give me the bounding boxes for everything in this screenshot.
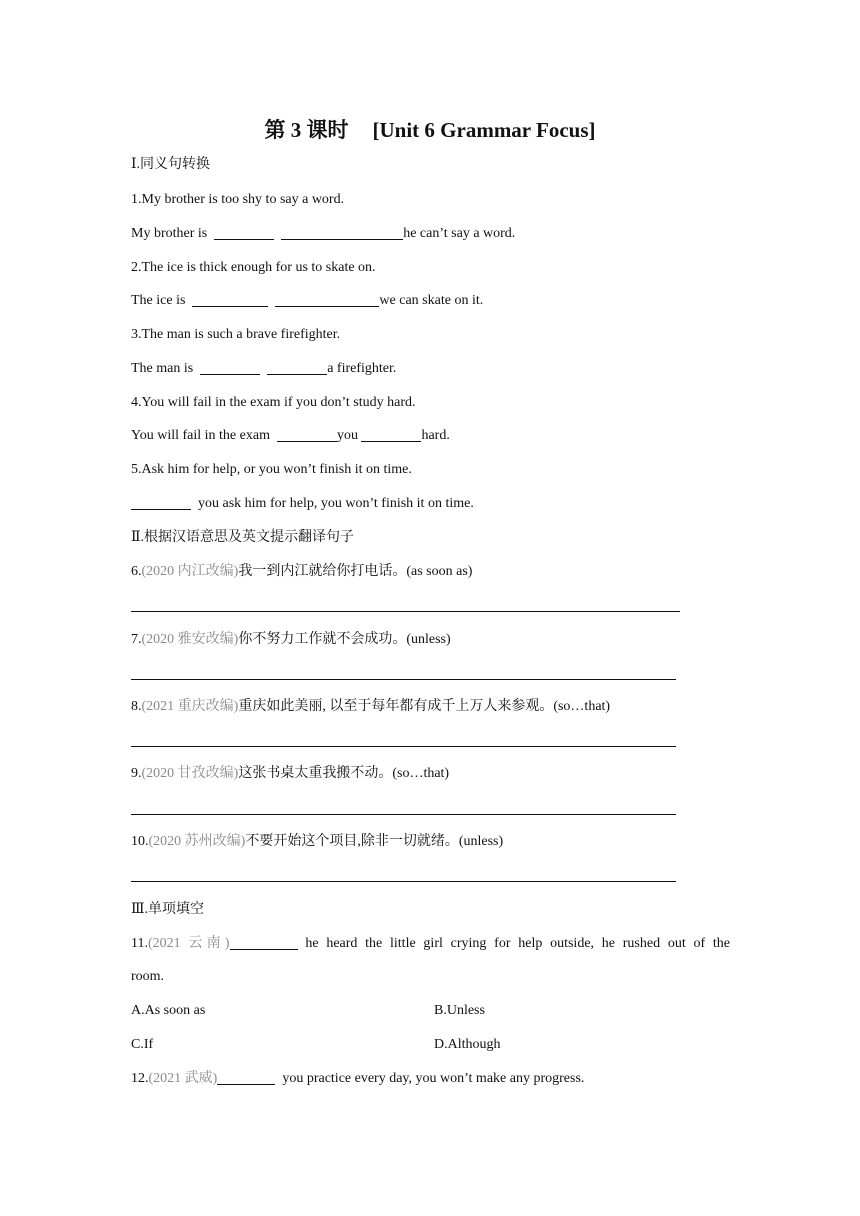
- answer-line-9[interactable]: [131, 814, 676, 815]
- blank[interactable]: [275, 292, 379, 307]
- blank[interactable]: [200, 360, 260, 375]
- answer-line-10[interactable]: [131, 881, 676, 882]
- question-2: 2.The ice is thick enough for us to skate on.: [131, 260, 376, 275]
- blank[interactable]: [192, 292, 268, 307]
- source-tag: (2020 雅安改编): [141, 632, 239, 647]
- blank[interactable]: [217, 1070, 275, 1085]
- page-title: [0, 114, 860, 144]
- source-tag: (2021 重庆改编): [141, 699, 239, 714]
- blank[interactable]: [267, 360, 327, 375]
- mc-question-11-cont: room.: [131, 969, 165, 984]
- translation-item-8: 8.(2021 重庆改编)重庆如此美丽, 以至于每年都有成千上万人来参观。(so…that): [131, 699, 611, 714]
- translation-item-7: 7.(2020 雅安改编)你不努力工作就不会成功。(unless): [131, 632, 451, 647]
- section-heading-3: Ⅲ.单项填空: [131, 902, 205, 917]
- blank[interactable]: [131, 495, 191, 510]
- mc-question-12: 12.(2021 武威) you practice every day, you won’t make any progress.: [131, 1071, 585, 1086]
- option-a[interactable]: A.As soon as: [131, 1003, 206, 1018]
- section-heading-1: Ⅰ.同义句转换: [131, 157, 211, 172]
- answer-line-2: The ice is we can skate on it.: [131, 293, 484, 308]
- source-tag: (2021 云南): [147, 936, 230, 951]
- option-b[interactable]: B.Unless: [434, 1003, 485, 1018]
- answer-line-7[interactable]: [131, 679, 676, 680]
- blank[interactable]: [230, 935, 298, 950]
- blank[interactable]: [361, 427, 421, 442]
- answer-line-3: The man is a firefighter.: [131, 361, 397, 376]
- option-c[interactable]: C.If: [131, 1037, 154, 1052]
- answer-line-5: you ask him for help, you won’t finish it on time.: [131, 495, 730, 513]
- answer-line-4: You will fail in the exam you hard.: [131, 428, 450, 443]
- translation-item-9: 9.(2020 甘孜改编)这张书桌太重我搬不动。(so…that): [131, 766, 450, 781]
- blank[interactable]: [277, 427, 337, 442]
- section-heading-2: Ⅱ.根据汉语意思及英文提示翻译句子: [131, 530, 355, 545]
- translation-item-6: 6.(2020 内江改编)我一到内江就给你打电话。(as soon as): [131, 564, 473, 579]
- blank[interactable]: [214, 225, 274, 240]
- translation-item-10: 10.(2020 苏州改编)不要开始这个项目,除非一切就绪。(unless): [131, 834, 504, 849]
- answer-line-8[interactable]: [131, 746, 676, 747]
- mc-question-11: 11.(2021 云南) he heard the little girl crying for help outside, he rushed out of the: [131, 936, 731, 951]
- question-1: 1.My brother is too shy to say a word.: [131, 192, 345, 207]
- source-tag: (2020 甘孜改编): [141, 766, 239, 781]
- source-tag: (2021 武威): [148, 1071, 218, 1086]
- question-4: 4.You will fail in the exam if you don’t study hard.: [131, 395, 416, 410]
- option-d[interactable]: D.Although: [434, 1037, 501, 1052]
- question-5: 5.Ask him for help, or you won’t finish it on time.: [131, 462, 412, 477]
- question-3: 3.The man is such a brave firefighter.: [131, 327, 341, 342]
- source-tag: (2020 内江改编): [141, 564, 239, 579]
- source-tag: (2020 苏州改编): [148, 834, 246, 849]
- answer-line-1: My brother is he can’t say a word.: [131, 226, 516, 241]
- lesson-label: 第 3 课时: [264, 118, 349, 142]
- answer-line-6[interactable]: [131, 611, 680, 612]
- unit-label: [Unit 6 Grammar Focus]: [372, 118, 596, 142]
- blank[interactable]: [281, 225, 403, 240]
